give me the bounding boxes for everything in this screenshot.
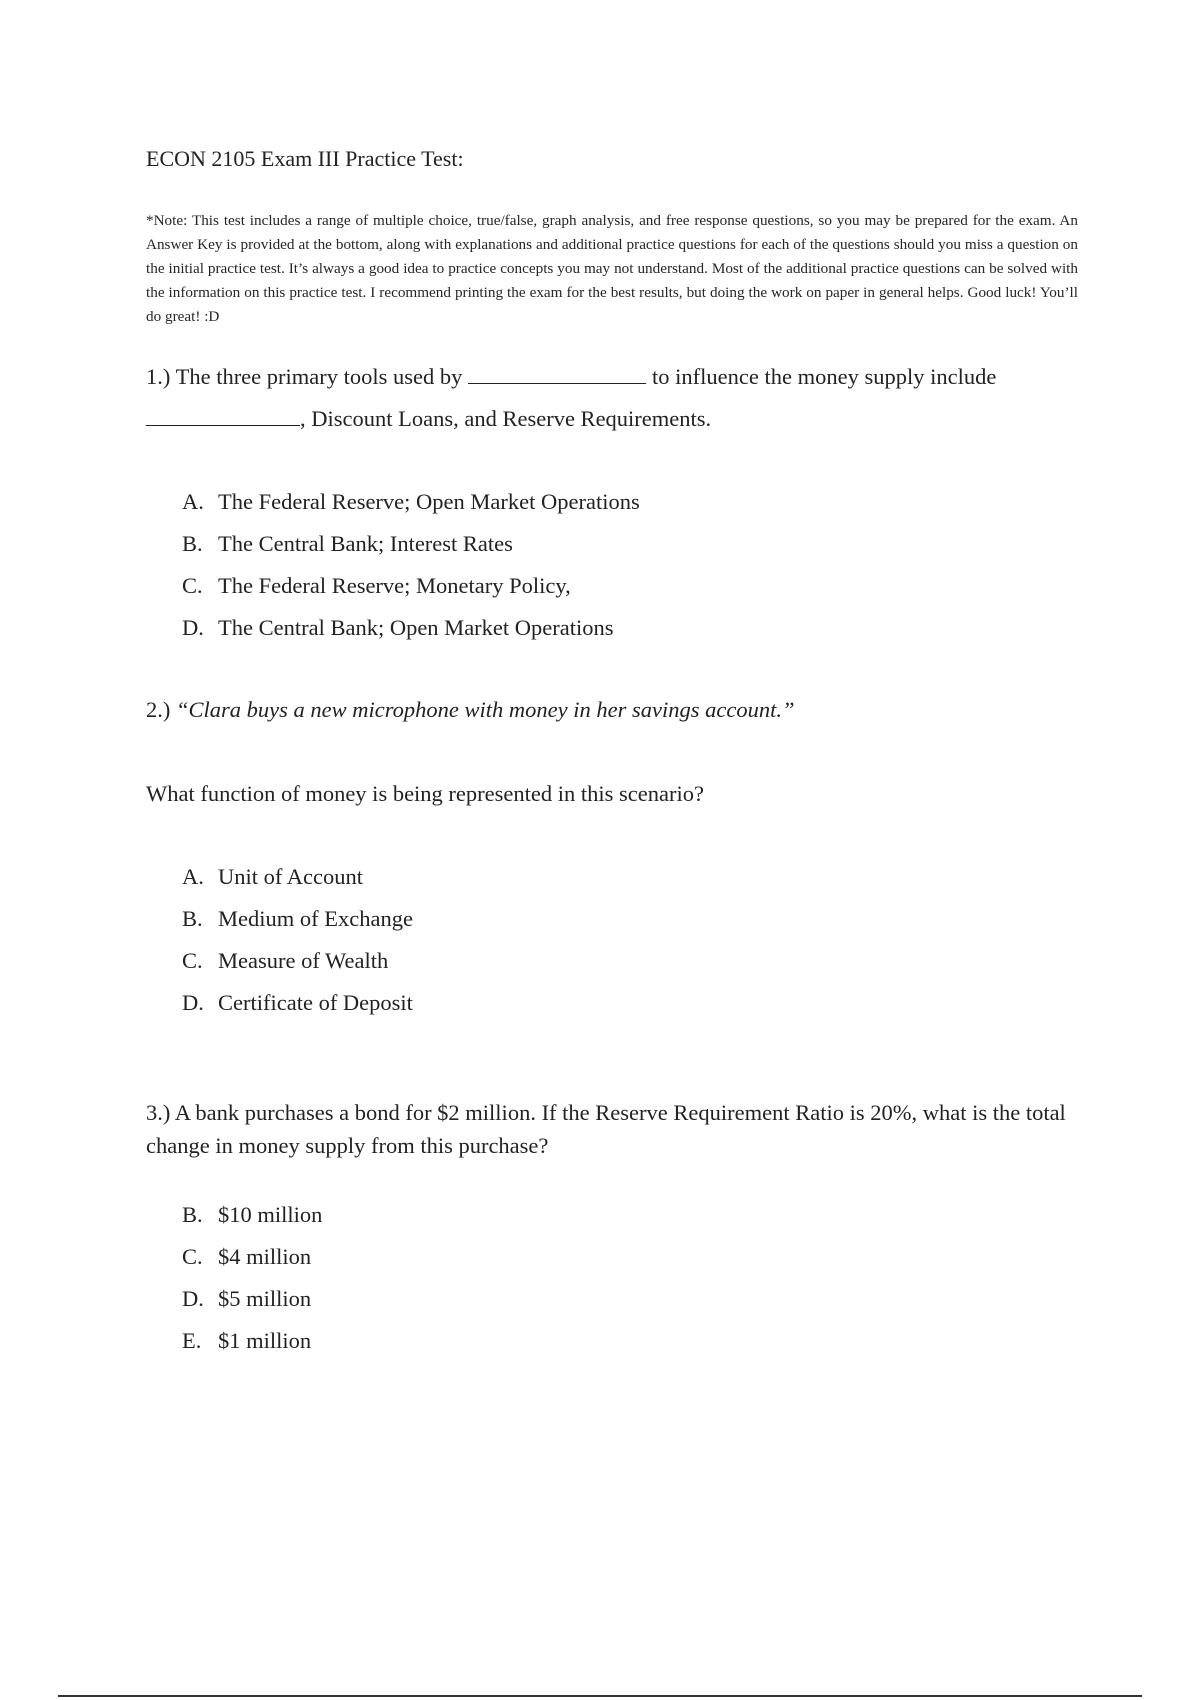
choice-text: $5 million xyxy=(218,1286,312,1311)
fill-in-blank xyxy=(146,405,300,426)
question-1-choices xyxy=(182,487,640,655)
choice-letter: D. xyxy=(182,615,204,640)
choice-letter: A. xyxy=(182,489,204,514)
choice-letter: E. xyxy=(182,1328,202,1353)
choice-item xyxy=(182,1200,322,1242)
question-3-choices xyxy=(182,1200,322,1368)
choice-text: $10 million xyxy=(218,1202,323,1227)
choice-letter: D. xyxy=(182,1286,204,1311)
choice-item xyxy=(182,946,413,988)
choice-text: The Federal Reserve; Monetary Policy, xyxy=(218,573,571,598)
question-1-line-1 xyxy=(146,363,996,390)
choice-text: Measure of Wealth xyxy=(218,948,389,973)
choice-text: $1 million xyxy=(218,1328,312,1353)
question-2-number: 2.) xyxy=(146,697,171,722)
question-1-text-part-1: 1.) The three primary tools used by xyxy=(146,364,463,389)
choice-letter: C. xyxy=(182,948,203,973)
question-1-text-part-3: , Discount Loans, and Reserve Requirements. xyxy=(300,406,712,431)
instructions-note: *Note: This test includes a range of multiple choice, true/false, graph analysis, and free response questions, so you may be prepared for the exam. An Answer Key is provided at the bottom, along with explanations and additional practice questions for each of the questions should you miss a question on the initial practice test. It’s always a good idea to practice concepts you may not understand. Most of the additional practice questions can be solved with the information on this practice test. I recommend printing the exam for the best results, but doing the work on paper in general helps. Good luck! You’ll do great! :D xyxy=(146,212,1078,325)
choice-item xyxy=(182,1242,322,1284)
choice-item xyxy=(182,904,413,946)
choice-item xyxy=(182,862,413,904)
choice-item xyxy=(182,1284,322,1326)
choice-letter: B. xyxy=(182,1202,203,1227)
choice-item xyxy=(182,1326,322,1368)
choice-letter: D. xyxy=(182,990,204,1015)
choice-text: Certificate of Deposit xyxy=(218,990,413,1015)
page-bottom-rule xyxy=(58,1695,1142,1697)
question-3-text: 3.) A bank purchases a bond for $2 million. If the Reserve Requirement Ratio is 20%, what is the total change in money supply from this purchase? xyxy=(146,1100,1066,1158)
question-2-choices xyxy=(182,862,413,1030)
choice-letter: B. xyxy=(182,906,203,931)
choice-item xyxy=(182,613,640,655)
choice-letter: C. xyxy=(182,1244,203,1269)
choice-text: The Central Bank; Open Market Operations xyxy=(218,615,614,640)
choice-text: The Federal Reserve; Open Market Operations xyxy=(218,489,640,514)
choice-letter: B. xyxy=(182,531,203,556)
choice-item xyxy=(182,487,640,529)
choice-text: Unit of Account xyxy=(218,864,363,889)
choice-text: $4 million xyxy=(218,1244,312,1269)
choice-letter: C. xyxy=(182,573,203,598)
choice-text: The Central Bank; Interest Rates xyxy=(218,531,513,556)
choice-item xyxy=(182,571,640,613)
question-1-line-2 xyxy=(146,405,711,432)
fill-in-blank xyxy=(468,363,646,384)
choice-item xyxy=(182,529,640,571)
page-title: ECON 2105 Exam III Practice Test: xyxy=(146,146,464,171)
choice-letter: A. xyxy=(182,864,204,889)
question-1-text-part-2: to influence the money supply include xyxy=(652,364,997,389)
question-2-scenario xyxy=(146,697,795,723)
question-2-quote: “Clara buys a new microphone with money in her savings account.” xyxy=(176,697,795,722)
choice-text: Medium of Exchange xyxy=(218,906,413,931)
choice-item xyxy=(182,988,413,1030)
question-2-prompt: What function of money is being represented in this scenario? xyxy=(146,781,704,806)
